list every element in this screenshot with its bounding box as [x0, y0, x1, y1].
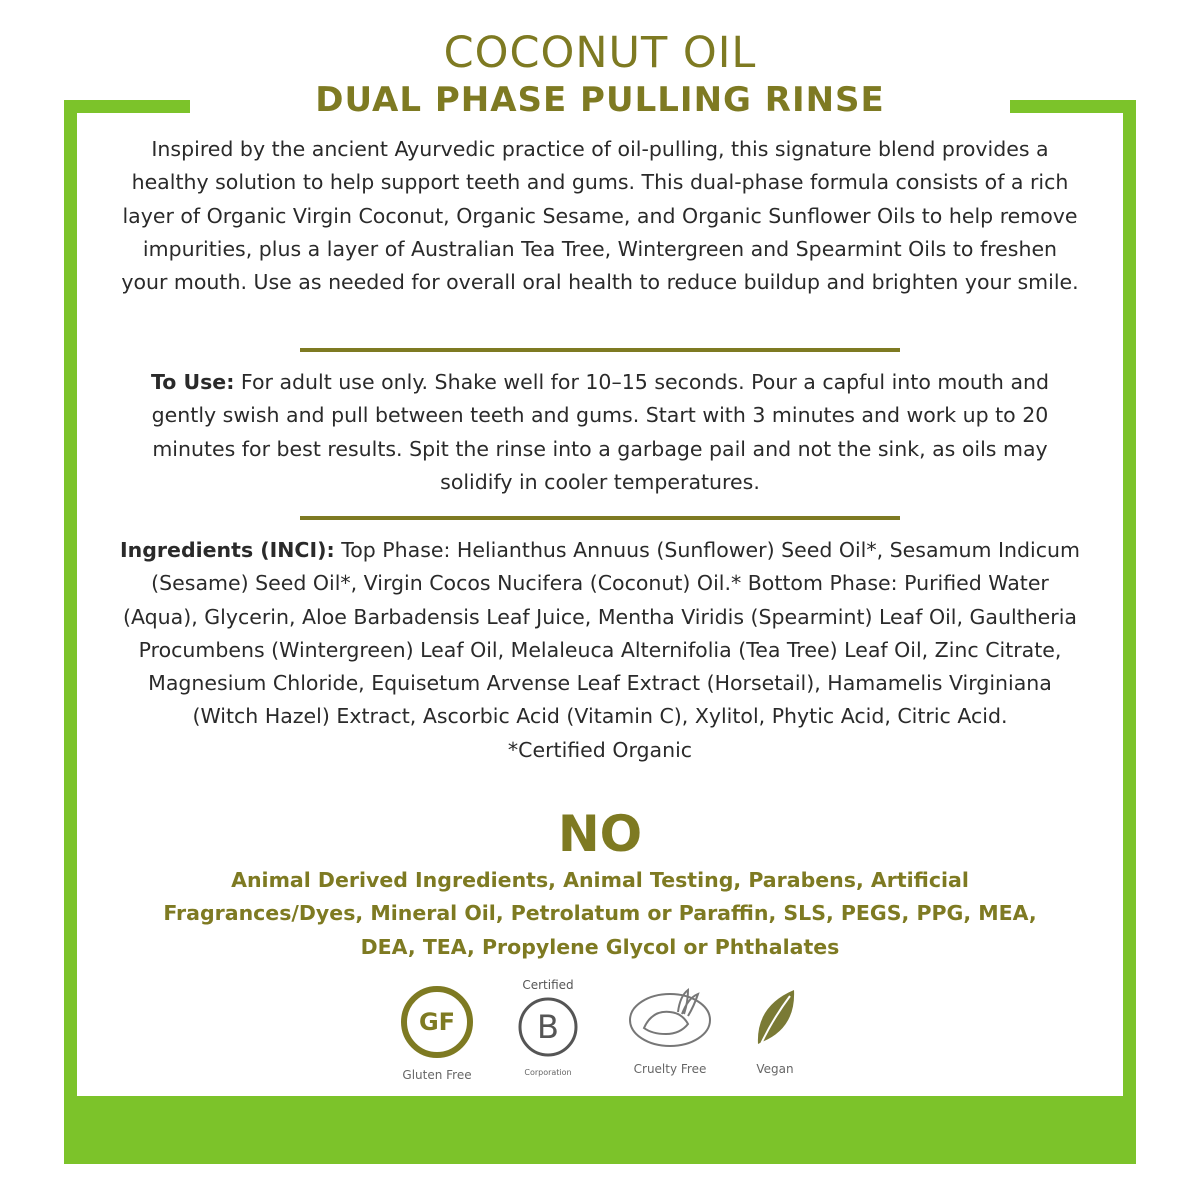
- bunny-icon: [622, 984, 718, 1054]
- gluten-free-icon: [399, 984, 475, 1060]
- leaf-icon: [750, 984, 800, 1054]
- no-heading: NO: [557, 805, 643, 863]
- ingredients-paragraph: [120, 534, 1080, 767]
- certified-organic-note: *Certified Organic: [507, 737, 693, 762]
- free-from-list: Animal Derived Ingredients, Animal Testing, Parabens, Artificial Fragrances/Dyes, Mineral Oil, Petrolatum or Paraffin, SLS, PEGS, PPG, MEA, DEA, TEA, Propylene Glycol or Phthalates: [163, 868, 1037, 959]
- frame-left-border: [64, 100, 77, 1164]
- page-subtitle: DUAL PHASE PULLING RINSE: [315, 80, 885, 120]
- divider: [300, 348, 900, 352]
- b-corp-badge: [508, 978, 588, 1077]
- gluten-free-badge: [395, 984, 479, 1082]
- to-use-text: For adult use only. Shake well for 10–15 seconds. Pour a capful into mouth and gently swish and pull between teeth and gums. Start with 3 minutes and work up to 20 minutes for best results. Spit the rinse into a garbage pail and not the sink, as oils may solidify in cooler temperatures.: [151, 370, 1050, 494]
- divider: [300, 516, 900, 520]
- ingredients-text: Top Phase: Helianthus Annuus (Sunflower) Seed Oil*, Sesamum Indicum (Sesame) Seed Oil*, Virgin Cocos Nucifera (Coconut) Oil.* Bottom Phase: Purified Water (Aqua), Glycerin, Aloe Barbadensis Leaf Juice, Mentha Viridis (Spearmint) Leaf Oil, Gaultheria Procumbens (Wintergreen) Leaf Oil, Melaleuca Alternifolia (Tea Tree) Leaf Oil, Zinc Citrate, Magnesium Chloride, Equisetum Arvense Leaf Extract (Horsetail), Hamamelis Virginiana (Witch Hazel) Extract, Ascorbic Acid (Vitamin C), Xylitol, Phytic Acid, Citric Acid.: [122, 538, 1080, 729]
- b-mark: B: [537, 1008, 559, 1046]
- frame-right-border: [1123, 100, 1136, 1164]
- page-title: COCONUT OIL: [443, 28, 757, 78]
- cruelty-free-caption: Cruelty Free: [633, 1062, 707, 1076]
- b-corp-caption: Corporation: [524, 1068, 572, 1077]
- frame-bottom-band: [64, 1096, 1136, 1164]
- intro-paragraph: Inspired by the ancient Ayurvedic practice of oil-pulling, this signature blend provides a healthy solution to help support teeth and gums. This dual-phase formula consists of a rich layer of Organic Virgin Coconut, Organic Sesame, and Organic Sunflower Oils to help remove impurities, plus a layer of Australian Tea Tree, Wintergreen and Spearmint Oils to freshen your mouth. Use as needed for overall oral health to reduce buildup and brighten your smile.: [121, 137, 1079, 295]
- gf-mark: GF: [418, 1008, 456, 1036]
- gluten-free-caption: Gluten Free: [402, 1068, 472, 1082]
- to-use-paragraph: [120, 366, 1080, 499]
- b-corp-icon: [515, 994, 581, 1060]
- b-corp-top-label: Certified: [522, 978, 574, 992]
- to-use-label: To Use:: [150, 370, 235, 394]
- vegan-caption: Vegan: [756, 1062, 794, 1076]
- cruelty-free-badge: [620, 984, 720, 1076]
- vegan-badge: [745, 984, 805, 1076]
- ingredients-label: Ingredients (INCI):: [120, 538, 335, 562]
